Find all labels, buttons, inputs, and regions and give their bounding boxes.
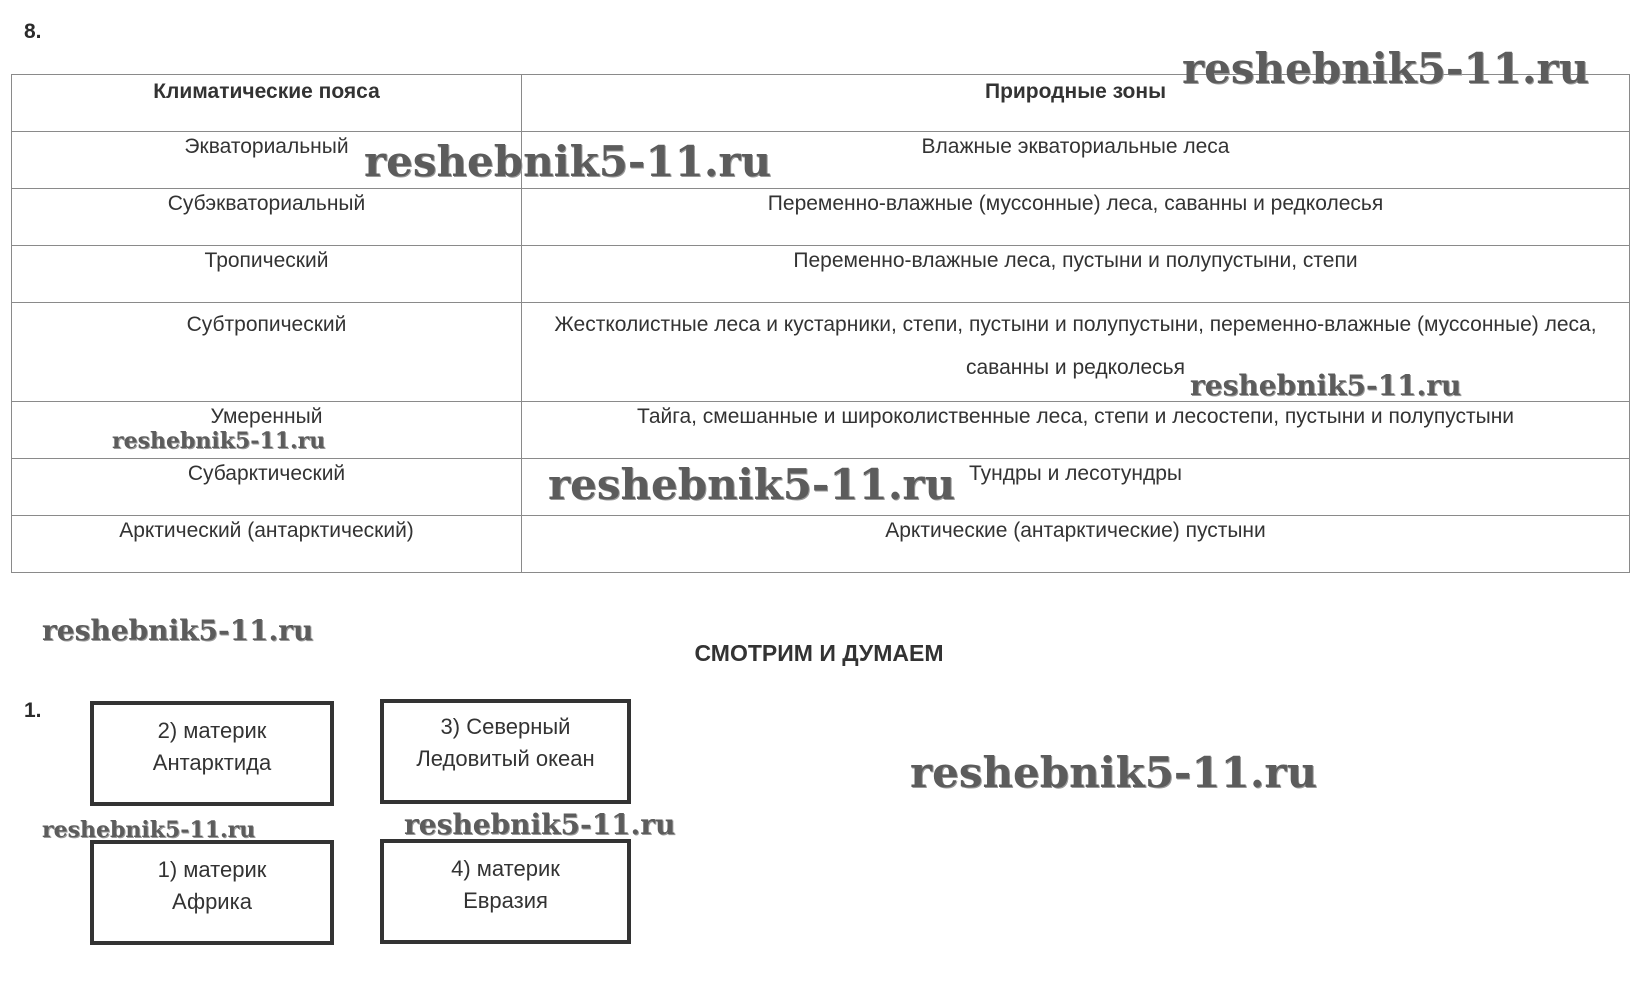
belt-cell: Тропический xyxy=(12,246,522,303)
belt-cell: Экваториальный xyxy=(12,132,522,189)
belt-cell: Субтропический xyxy=(12,303,522,402)
zones-cell: Переменно-влажные (муссонные) леса, саванны и редколесья xyxy=(522,189,1630,246)
watermark: reshebnik5-11.ru xyxy=(1182,44,1590,93)
answer-box-africa xyxy=(90,840,334,945)
watermark: reshebnik5-11.ru xyxy=(548,460,956,509)
zones-cell: Арктические (антарктические) пустыни xyxy=(522,516,1630,573)
watermark: reshebnik5-11.ru xyxy=(910,748,1318,797)
section-heading-text: СМОТРИМ И ДУМАЕМ xyxy=(694,640,944,666)
header-climate-belts: Климатические пояса xyxy=(12,75,522,132)
zones-cell: Жестколистные леса и кустарники, степи, пустыни и полупустыни, переменно-влажные (муссонные) леса, саванны и редколесья xyxy=(522,303,1630,402)
box-line-1: 2) материк xyxy=(157,718,267,743)
table-row xyxy=(12,246,1630,303)
box-line-2: Евразия xyxy=(463,888,548,913)
table-row xyxy=(12,189,1630,246)
belt-cell: Субарктический xyxy=(12,459,522,516)
box-line-1: 1) материк xyxy=(157,857,267,882)
zones-cell: Влажные экваториальные леса xyxy=(522,132,1630,189)
task-1-number: 1. xyxy=(24,699,42,722)
answer-box-antarctica xyxy=(90,701,334,806)
box-line-2: Африка xyxy=(172,889,252,914)
answer-box-arctic-ocean xyxy=(380,699,631,804)
watermark: reshebnik5-11.ru xyxy=(112,428,326,454)
watermark: reshebnik5-11.ru xyxy=(42,817,256,843)
watermark: reshebnik5-11.ru xyxy=(1190,369,1462,402)
zones-cell: Тайга, смешанные и широколиственные леса, степи и лесостепи, пустыни и полупустыни xyxy=(522,402,1630,459)
watermark: reshebnik5-11.ru xyxy=(404,808,676,841)
zones-cell: Переменно-влажные леса, пустыни и полупустыни, степи xyxy=(522,246,1630,303)
box-line-1: 4) материк xyxy=(451,856,560,881)
belt-cell: Арктический (антарктический) xyxy=(12,516,522,573)
header-natural-zones: Природные зоны xyxy=(522,75,1630,132)
box-line-2: Антарктида xyxy=(152,750,272,775)
zones-cell: Тундры и лесотундры xyxy=(522,459,1630,516)
box-line-1: 3) Северный xyxy=(440,714,571,739)
belt-cell: Субэкваториальный xyxy=(12,189,522,246)
watermark: reshebnik5-11.ru xyxy=(42,614,314,647)
belt-cell: Умеренный xyxy=(12,402,522,459)
box-line-2: Ледовитый океан xyxy=(416,746,595,771)
table-row xyxy=(12,516,1630,573)
task-8-number: 8. xyxy=(24,20,42,43)
watermark: reshebnik5-11.ru xyxy=(364,137,772,186)
answer-box-eurasia xyxy=(380,839,631,944)
table-row xyxy=(12,132,1630,189)
